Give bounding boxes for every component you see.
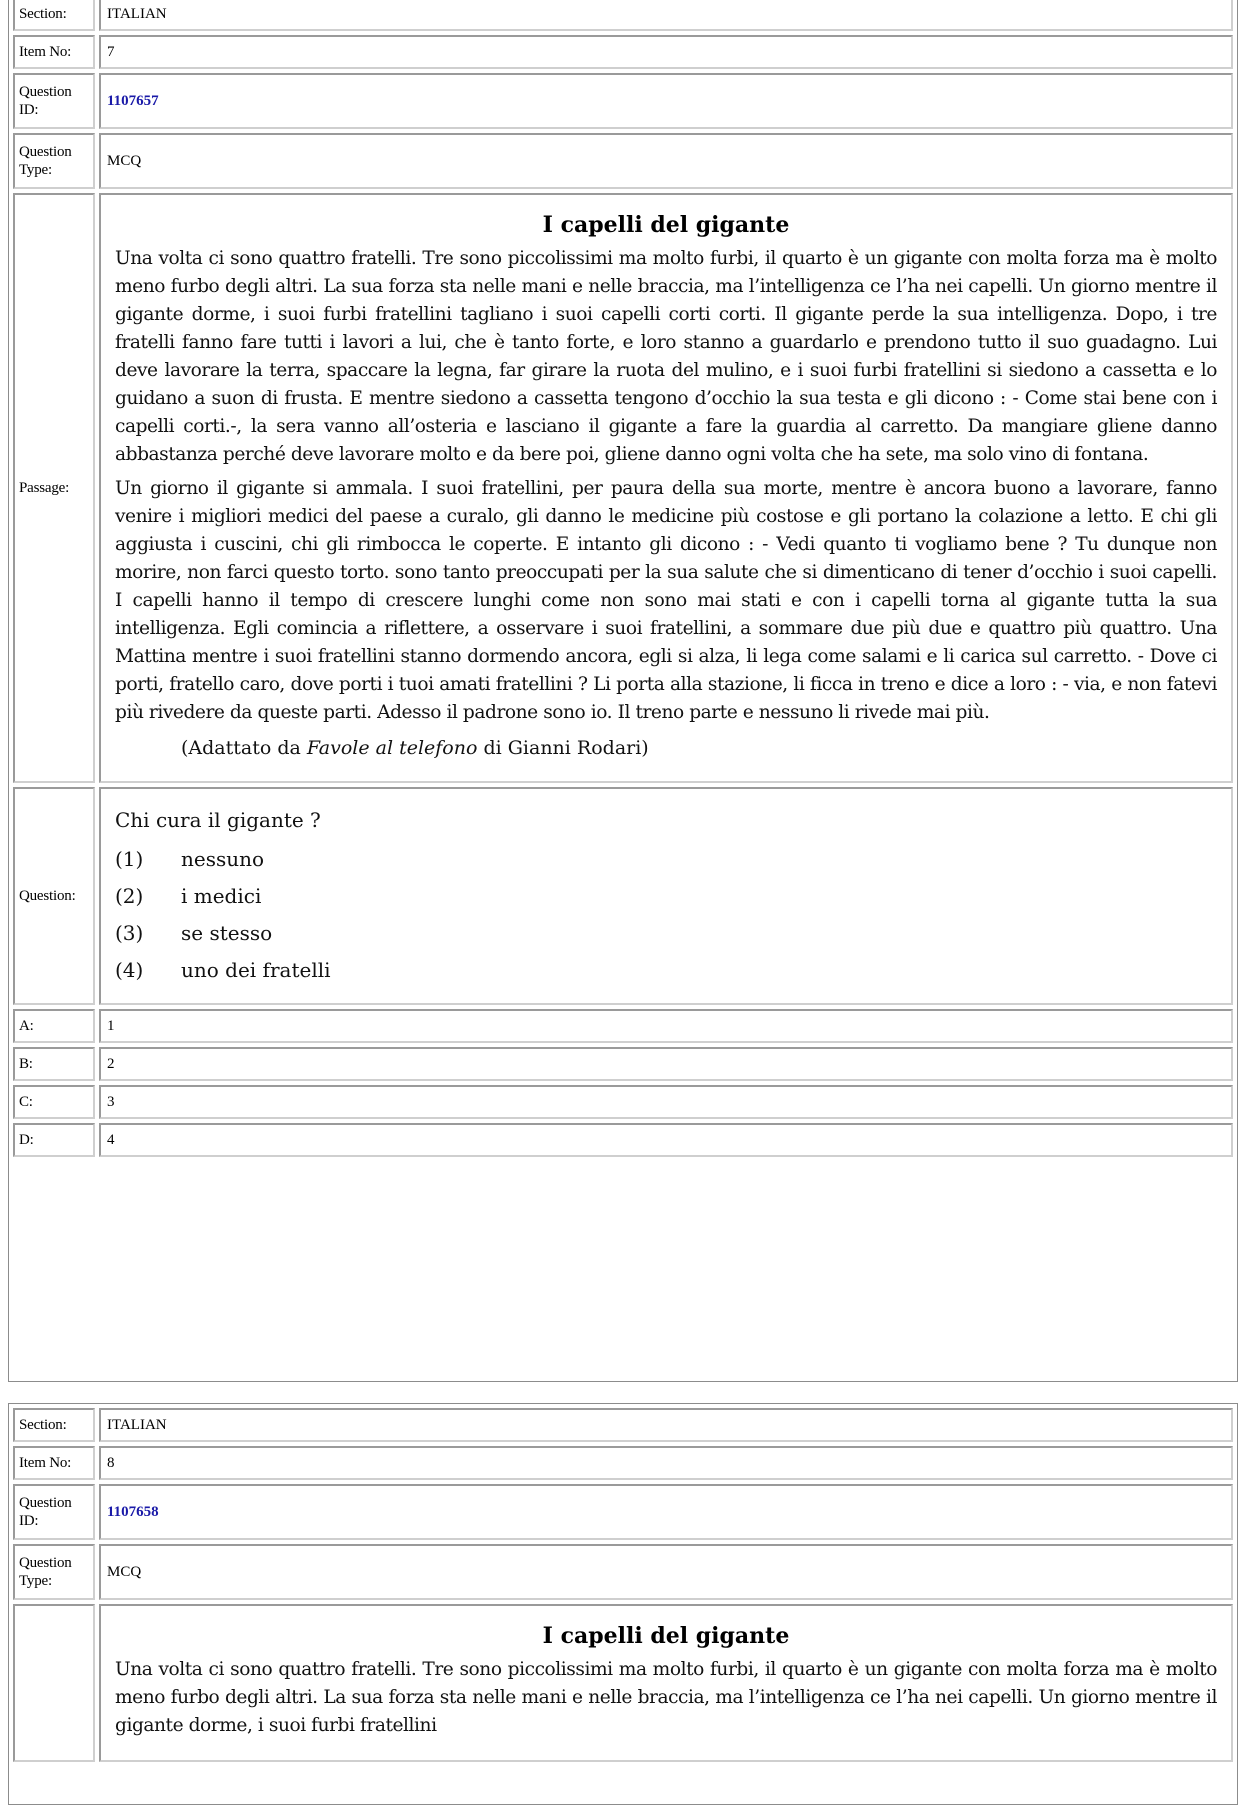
question-type-value: MCQ	[99, 1544, 1233, 1600]
question-table	[9, 1404, 1237, 1766]
option-4	[115, 952, 1217, 989]
question-id-row	[13, 73, 1233, 129]
section-label: Section:	[13, 0, 95, 31]
option-text: se stesso	[181, 921, 273, 945]
question-type-row	[13, 1544, 1233, 1600]
passage-row	[13, 193, 1233, 783]
item-no-label: Item No:	[13, 35, 95, 69]
option-text: uno dei fratelli	[181, 958, 331, 982]
item-no-row	[13, 35, 1233, 69]
passage-title: I capelli del gigante	[542, 212, 790, 238]
item-no-row	[13, 1446, 1233, 1480]
option-text: nessuno	[181, 847, 265, 871]
passage-source	[181, 733, 1217, 763]
passage-label: Passage:	[13, 193, 95, 783]
answer-d-row	[13, 1123, 1233, 1157]
question-table	[9, 0, 1237, 1161]
option-2	[115, 878, 1217, 915]
option-number: (3)	[115, 921, 144, 945]
question-type-value: MCQ	[99, 133, 1233, 189]
answer-a-label: A:	[13, 1009, 95, 1043]
question-label: Question:	[13, 787, 95, 1005]
question-block-item-7	[8, 0, 1238, 1382]
option-3	[115, 915, 1217, 952]
passage-row	[13, 1604, 1233, 1762]
item-no-value: 8	[99, 1446, 1233, 1480]
option-1	[115, 841, 1217, 878]
question-block-item-8	[8, 1403, 1238, 1805]
option-number: (4)	[115, 958, 144, 982]
passage-cell	[99, 193, 1233, 783]
answer-d-value: 4	[99, 1123, 1233, 1157]
section-value: ITALIAN	[99, 0, 1233, 31]
question-id-label: Question ID:	[13, 73, 95, 129]
question-stem: Chi cura il gigante ?	[115, 808, 321, 832]
answer-c-row	[13, 1085, 1233, 1119]
source-prefix: (Adattato da	[181, 737, 307, 759]
section-row	[13, 0, 1233, 31]
answer-c-value: 3	[99, 1085, 1233, 1119]
question-type-label: Question Type:	[13, 1544, 95, 1600]
question-id-row	[13, 1484, 1233, 1540]
answer-b-row	[13, 1047, 1233, 1081]
item-no-label: Item No:	[13, 1446, 95, 1480]
section-value: ITALIAN	[99, 1408, 1233, 1442]
source-suffix: di Gianni Rodari)	[477, 737, 649, 759]
passage-paragraph: Una volta ci sono quattro fratelli. Tre sono piccolissimi ma molto furbi, il quarto è un gigante con molta forza ma è molto meno furbo degli altri. La sua forza sta nelle mani e nelle braccia, ma l’intelligenza ce l’ha nei capelli. Un giorno mentre il gigante dorme, i suoi furbi fratellini tagliano i suoi capelli corti corti. Il gigante perde la sua intelligenza. Dopo, i tre fratelli fanno fare tutti i lavori a lui, che è tanto forte, e loro stanno a guardarlo e prendono tutto il suo guadagno. Lui deve lavorare la terra, spaccare la legna, far girare la ruota del mulino, e i suoi furbi fratellini si siedono a cassetta e lo guidano a suon di frusta. E mentre siedono a cassetta tengono d’occhio la sua testa e gli dicono : - Come stai bene con i capelli corti.-, la sera vanno all’osteria e lasciano il gigante a fare la guardia al carretto. Da mangiare gliene danno abbastanza perché deve lavorare molto e da bere poi, gliene danno ogni volta che ha sete, ma solo vino di fontana.	[115, 248, 1217, 465]
answer-c-label: C:	[13, 1085, 95, 1119]
section-label: Section:	[13, 1408, 95, 1442]
answer-d-label: D:	[13, 1123, 95, 1157]
passage-title: I capelli del gigante	[542, 1623, 790, 1649]
source-title: Favole al telefono	[306, 737, 478, 759]
passage-paragraph: Un giorno il gigante si ammala. I suoi fratellini, per paura della sua morte, mentre è ancora buono a lavorare, fanno venire i migliori medici del paese a curalo, gli danno le medicine più costose e gli portano la colazione a letto. E chi gli aggiusta i cuscini, chi gli rimbocca le coperte. E intanto gli dicono : - Vedi quanto ti vogliamo bene ? Tu dunque non morire, non farci questo torto. sono tanto preoccupati per la sua salute che si dimenticano di tener d’occhio i suoi capelli. I capelli hanno il tempo di crescere lunghi come non sono mai stati e con i capelli torna al gigante tutta la sua intelligenza. Egli comincia a riflettere, a osservare i suoi fratellini, a sommare due più due e quattro più quattro. Una Mattina mentre i suoi fratellini stanno dormendo ancora, egli si alza, li lega come salami e li carica sul carretto. - Dove ci porti, fratello caro, dove porti i tuoi amati fratellini ? Li porta alla stazione, li ficca in treno e dice a loro : - via, e non fatevi più rivedere da queste parti. Adesso il padrone sono io. Il treno parte e nessuno li rivede mai più.	[115, 478, 1217, 723]
passage-paragraph: Una volta ci sono quattro fratelli. Tre sono piccolissimi ma molto furbi, il quarto è un gigante con molta forza ma è molto meno furbo degli altri. La sua forza sta nelle mani e nelle braccia, ma l’intelligenza ce l’ha nei capelli. Un giorno mentre il gigante dorme, i suoi furbi fratellini	[115, 1659, 1217, 1736]
option-number: (2)	[115, 884, 144, 908]
option-number: (1)	[115, 847, 144, 871]
question-id-value: 1107658	[107, 1503, 159, 1520]
answer-b-label: B:	[13, 1047, 95, 1081]
question-id-label: Question ID:	[13, 1484, 95, 1540]
question-id-cell	[99, 1484, 1233, 1540]
question-type-label: Question Type:	[13, 133, 95, 189]
question-type-row	[13, 133, 1233, 189]
answer-a-row	[13, 1009, 1233, 1043]
question-row	[13, 787, 1233, 1005]
question-id-cell	[99, 73, 1233, 129]
answer-b-value: 2	[99, 1047, 1233, 1081]
option-text: i medici	[181, 884, 262, 908]
answer-a-value: 1	[99, 1009, 1233, 1043]
item-no-value: 7	[99, 35, 1233, 69]
question-cell	[99, 787, 1233, 1005]
section-row	[13, 1408, 1233, 1442]
passage-cell	[99, 1604, 1233, 1762]
passage-label	[13, 1604, 95, 1762]
question-id-value: 1107657	[107, 92, 159, 109]
